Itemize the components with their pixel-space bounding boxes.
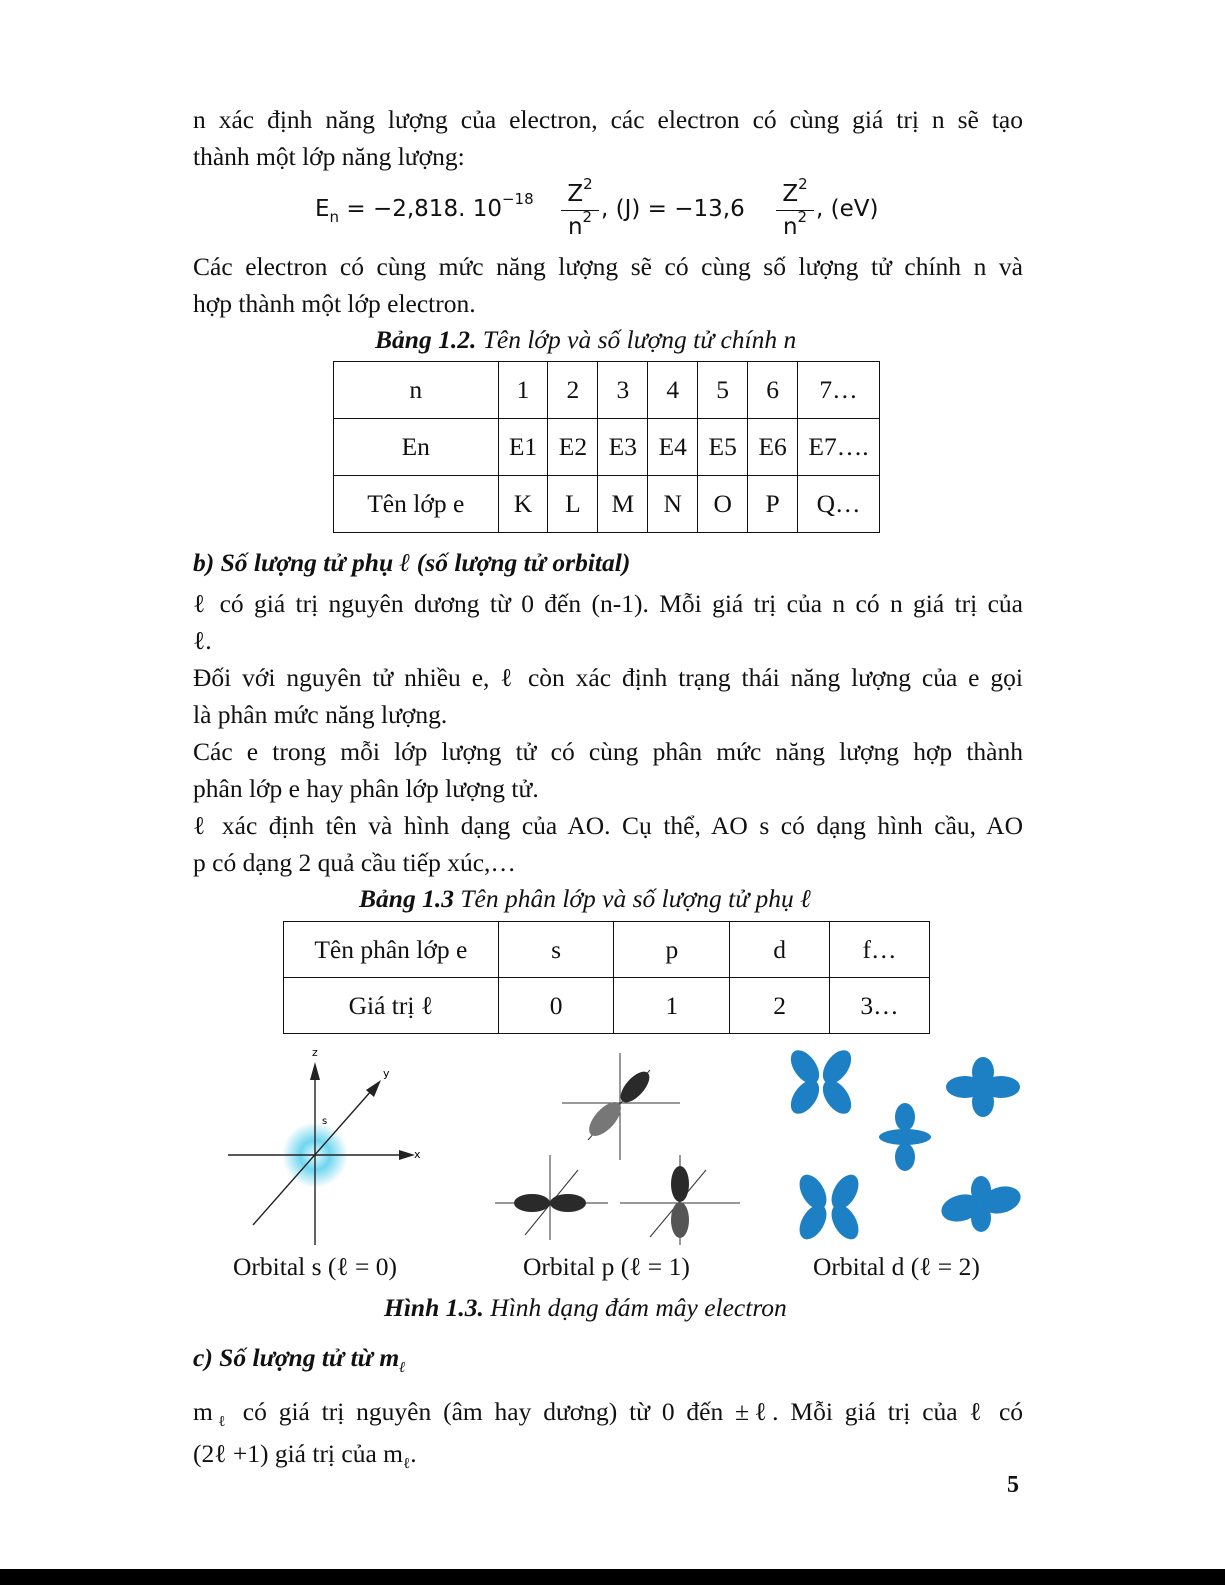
- table-1-2-row-en: [334, 419, 880, 476]
- intro-line-1: n xác định năng lượng của electron, các electron có cùng giá trị n sẽ tạo: [193, 105, 1023, 134]
- b-p2-line-2: là phân mức năng lượng.: [193, 700, 448, 729]
- intro-line-2: thành một lớp năng lượng:: [193, 142, 465, 171]
- orbital-s-label: Orbital s (ℓ = 0): [233, 1252, 397, 1281]
- table-1-2-row-shell: [334, 476, 880, 533]
- table-cell: E3: [598, 419, 648, 476]
- table-cell: p: [614, 922, 730, 978]
- table-cell: E1: [498, 419, 548, 476]
- table-cell: Tên phân lớp e: [284, 922, 499, 978]
- table-1-2: [333, 361, 880, 533]
- table-1-3-row-l: [284, 978, 930, 1034]
- orbital-d-figure: [785, 1045, 1030, 1245]
- table-cell: 3…: [830, 978, 930, 1034]
- table-cell: 1: [498, 362, 548, 419]
- table-cell: 2: [548, 362, 598, 419]
- page-number: 5: [1007, 1472, 1019, 1498]
- table-cell: En: [334, 419, 499, 476]
- section-b-heading: b) Số lượng tử phụ ℓ (số lượng tử orbital): [193, 548, 631, 577]
- table-cell: K: [498, 476, 548, 533]
- table-cell: 4: [648, 362, 698, 419]
- para2-line-1: Các electron có cùng mức năng lượng sẽ có cùng số lượng tử chính n và: [193, 252, 1023, 281]
- d-x2y2-orbital: [938, 1176, 1023, 1232]
- p-orbital-vertical: [620, 1155, 740, 1245]
- table-cell: 5: [698, 362, 748, 419]
- table-cell: L: [548, 476, 598, 533]
- orbital-d-label: Orbital d (ℓ = 2): [813, 1252, 980, 1281]
- formula-middle: , (J) = −13,6: [601, 196, 745, 222]
- b-p1-line-2: ℓ.: [193, 626, 212, 655]
- table-cell: 0: [498, 978, 614, 1034]
- figure-1-3-caption: Hình 1.3. Hình dạng đám mây electron: [384, 1293, 787, 1322]
- c-p1-line-1: $m_\ell$ có giá trị nguyên (âm hay dương) từ 0 đến ±ℓ. Mỗi giá trị của ℓ có: [193, 1397, 1024, 1430]
- table-cell: Giá trị ℓ: [284, 978, 499, 1034]
- table-cell: n: [334, 362, 499, 419]
- d-xy-orbital: [946, 1057, 1020, 1117]
- table-cell: d: [730, 922, 830, 978]
- table-1-2-caption: Bảng 1.2. Tên lớp và số lượng tử chính n: [375, 325, 797, 354]
- table-cell: E2: [548, 419, 598, 476]
- table-cell: O: [698, 476, 748, 533]
- bottom-border: [0, 1569, 1225, 1585]
- table-cell: 7…: [798, 362, 880, 419]
- table-cell: 1: [614, 978, 730, 1034]
- b-p1-line-1: ℓ có giá trị nguyên dương từ 0 đến (n-1). Mỗi giá trị của n có n giá trị của: [193, 589, 1023, 618]
- formula-lhs: $E_n = -2,818$. $10^{-18}$: [315, 190, 534, 226]
- c-p1-line-2: (2ℓ +1) giá trị của $m_\ell$.: [193, 1439, 417, 1472]
- formula-fraction-1: $Z^2$ $n^2$: [559, 178, 601, 243]
- section-c-body: [193, 1393, 1023, 1477]
- table-1-3-caption: Bảng 1.3 Tên phân lớp và số lượng tử phụ ℓ: [359, 884, 811, 913]
- table-cell: 2: [730, 978, 830, 1034]
- table-cell: E7….: [798, 419, 880, 476]
- formula-fraction-2: $Z^2$ $n^2$: [774, 178, 816, 243]
- b-p3-line-1: Các e trong mỗi lớp lượng tử có cùng phân mức năng lượng hợp thành: [193, 737, 1023, 766]
- b-p2-line-1: Đối với nguyên tử nhiều e, ℓ còn xác định trạng thái năng lượng của e gọi: [193, 663, 1023, 692]
- table-1-2-row-n: [334, 362, 880, 419]
- para2-line-2: hợp thành một lớp electron.: [193, 289, 476, 318]
- table-cell: E6: [748, 419, 798, 476]
- table-cell: M: [598, 476, 648, 533]
- d-xz-orbital: [794, 1170, 864, 1244]
- axis-x-label: x: [414, 1148, 421, 1161]
- table-cell: Q…: [798, 476, 880, 533]
- section-c-heading: c) Số lượng tử từ $m_\ell$: [193, 1343, 406, 1376]
- table-cell: s: [498, 922, 614, 978]
- b-p3-line-2: phân lớp e hay phân lớp lượng tử.: [193, 774, 539, 803]
- table-cell: f…: [830, 922, 930, 978]
- p-orbital-diagonal: [562, 1053, 680, 1160]
- table-cell: 6: [748, 362, 798, 419]
- table-1-3-row-subshell: [284, 922, 930, 978]
- d-z2-orbital: [879, 1103, 931, 1171]
- d-yz-orbital: [785, 1045, 857, 1119]
- formula-end: , (eV): [816, 196, 879, 222]
- table-cell: E5: [698, 419, 748, 476]
- orbital-p-figure: [490, 1045, 750, 1245]
- orbital-p-label: Orbital p (ℓ = 1): [523, 1252, 690, 1281]
- table-cell: Tên lớp e: [334, 476, 499, 533]
- axis-z-label: z: [312, 1046, 318, 1059]
- b-p4-line-2: p có dạng 2 quả cầu tiếp xúc,…: [193, 848, 516, 877]
- table-cell: 3: [598, 362, 648, 419]
- b-p4-line-1: ℓ xác định tên và hình dạng của AO. Cụ thể, AO s có dạng hình cầu, AO: [193, 811, 1023, 840]
- intro-paragraph: [193, 101, 1023, 175]
- table-1-3: [283, 921, 930, 1034]
- table-cell: E4: [648, 419, 698, 476]
- energy-formula: [315, 175, 915, 248]
- orbital-s-figure: [225, 1040, 430, 1250]
- p-orbital-horizontal: [495, 1155, 608, 1240]
- section-b-body: [193, 585, 1023, 881]
- table-cell: N: [648, 476, 698, 533]
- paragraph-2: [193, 248, 1023, 322]
- axis-y-label: y: [383, 1067, 390, 1080]
- table-cell: P: [748, 476, 798, 533]
- s-label: s: [322, 1116, 328, 1127]
